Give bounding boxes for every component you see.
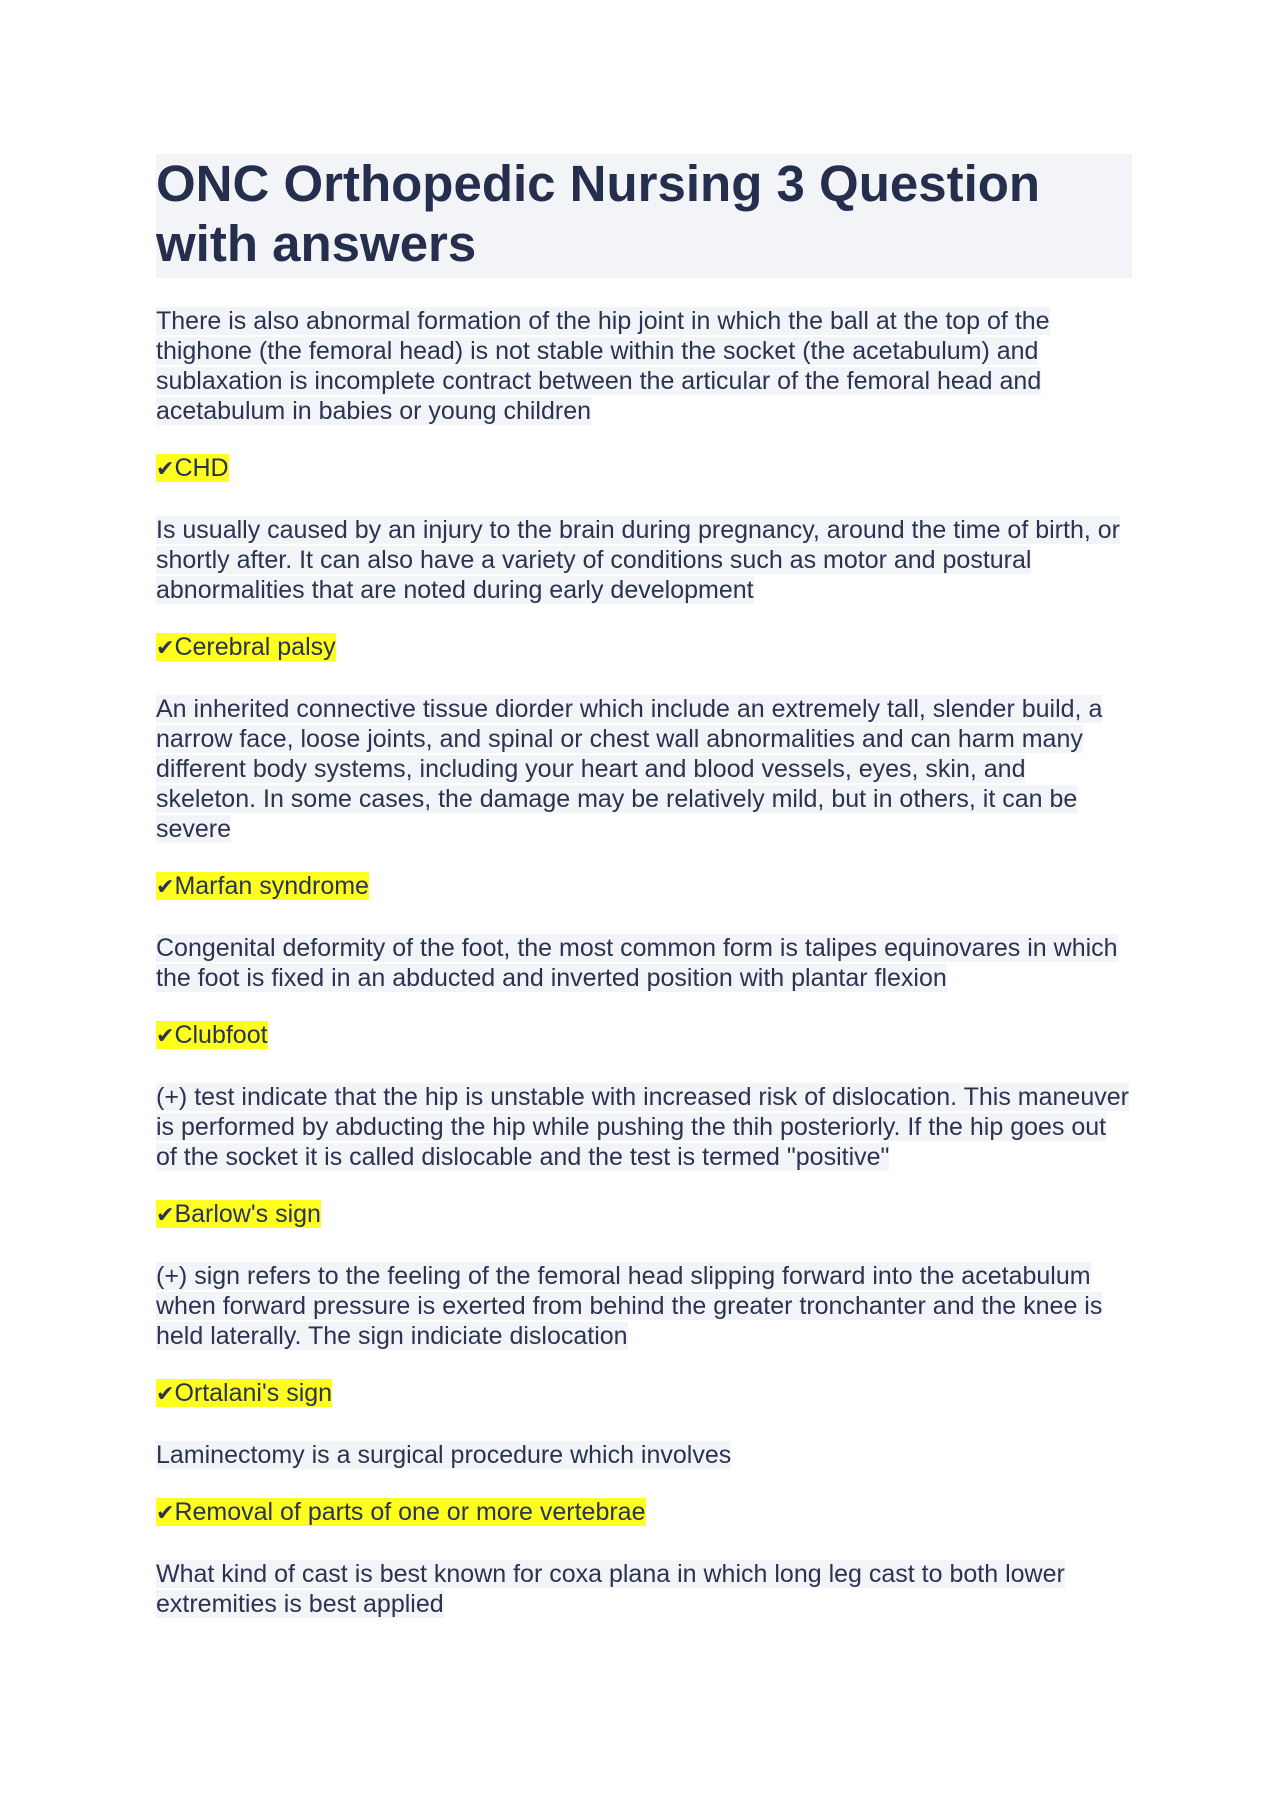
answer-text xyxy=(156,1199,1132,1231)
answer-highlight xyxy=(156,633,336,661)
question-text-span: There is also abnormal formation of the hip joint in which the ball at the top of the thighone (the femoral head) is not stable within the socket (the acetabulum) and sublaxation is incomplete contract between the articular of the femoral head and acetabulum in babies or young children xyxy=(156,307,1050,425)
document-page xyxy=(156,154,1132,1646)
qa-item xyxy=(156,1082,1132,1231)
question-text xyxy=(156,1559,1132,1619)
qa-item xyxy=(156,515,1132,664)
question-text-span: Congenital deformity of the foot, the most common form is talipes equinovares in which the foot is fixed in an abducted and inverted position with plantar flexion xyxy=(156,934,1118,992)
answer-text xyxy=(156,632,1132,664)
answer-text xyxy=(156,871,1132,903)
question-text-span: Laminectomy is a surgical procedure which involves xyxy=(156,1441,732,1469)
answer-text xyxy=(156,1020,1132,1052)
answer-highlight xyxy=(156,1498,646,1526)
answer-label: CHD xyxy=(174,454,229,482)
check-icon: ✔ xyxy=(156,1203,175,1228)
check-icon: ✔ xyxy=(156,457,175,482)
check-icon: ✔ xyxy=(156,636,175,661)
qa-item xyxy=(156,1440,1132,1529)
qa-item xyxy=(156,933,1132,1052)
qa-item xyxy=(156,1559,1132,1619)
question-text-span: Is usually caused by an injury to the brain during pregnancy, around the time of birth, or shortly after. It can also have a variety of conditions such as motor and postural abnormalities that are noted during early development xyxy=(156,516,1120,604)
qa-item xyxy=(156,694,1132,903)
question-text xyxy=(156,306,1132,426)
question-text xyxy=(156,1440,1132,1470)
answer-label: Marfan syndrome xyxy=(174,872,369,900)
question-text xyxy=(156,515,1132,605)
question-text xyxy=(156,694,1132,844)
title-block xyxy=(156,154,1132,278)
answer-highlight xyxy=(156,454,229,482)
check-icon: ✔ xyxy=(156,875,175,900)
answer-highlight xyxy=(156,1021,268,1049)
question-text-span: (+) test indicate that the hip is unstable with increased risk of dislocation. This maneuver is performed by abducting the hip while pushing the thih posteriorly. If the hip goes out of the socket it is called dislocable and the test is termed "positive" xyxy=(156,1083,1129,1171)
question-text xyxy=(156,933,1132,993)
question-text-span: What kind of cast is best known for coxa plana in which long leg cast to both lower extremities is best applied xyxy=(156,1560,1065,1618)
answer-text xyxy=(156,453,1132,485)
qa-list xyxy=(156,306,1132,1619)
answer-highlight xyxy=(156,1200,321,1228)
answer-highlight xyxy=(156,1379,332,1407)
check-icon: ✔ xyxy=(156,1024,175,1049)
question-text-span: (+) sign refers to the feeling of the femoral head slipping forward into the acetabulum when forward pressure is exerted from behind the greater tronchanter and the knee is held laterally. The sign indiciate dislocation xyxy=(156,1262,1103,1350)
answer-highlight xyxy=(156,872,369,900)
answer-text xyxy=(156,1497,1132,1529)
answer-label: Clubfoot xyxy=(174,1021,268,1049)
qa-item xyxy=(156,306,1132,485)
question-text-span: An inherited connective tissue diorder which include an extremely tall, slender build, a narrow face, loose joints, and spinal or chest wall abnormalities and can harm many different body systems, including your heart and blood vessels, eyes, skin, and skeleton. In some cases, the damage may be relatively mild, but in others, it can be severe xyxy=(156,695,1103,843)
check-icon: ✔ xyxy=(156,1382,175,1407)
question-text xyxy=(156,1082,1132,1172)
qa-item xyxy=(156,1261,1132,1410)
question-text xyxy=(156,1261,1132,1351)
answer-label: Barlow's sign xyxy=(174,1200,321,1228)
answer-text xyxy=(156,1378,1132,1410)
answer-label: Ortalani's sign xyxy=(174,1379,333,1407)
answer-label: Removal of parts of one or more vertebrae xyxy=(174,1498,646,1526)
answer-label: Cerebral palsy xyxy=(174,633,336,661)
page-title: ONC Orthopedic Nursing 3 Question with answers xyxy=(156,155,1041,272)
check-icon: ✔ xyxy=(156,1501,175,1526)
